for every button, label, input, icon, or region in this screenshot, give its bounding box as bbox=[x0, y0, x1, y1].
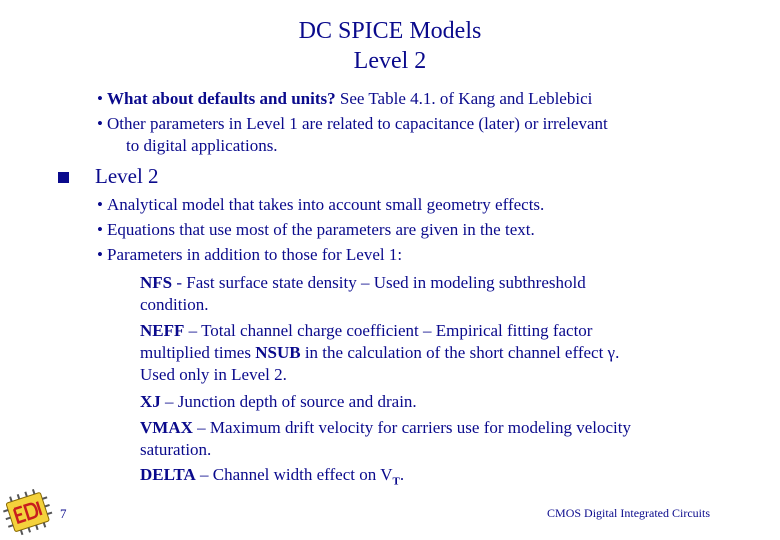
bullet-dot: • bbox=[97, 89, 103, 108]
bullet-dot: • bbox=[97, 114, 103, 133]
param-delta-name: DELTA bbox=[140, 465, 196, 484]
intro-bullet-1-bold: What about defaults and units? bbox=[107, 89, 336, 108]
intro-bullet-2-continuation: to digital applications. bbox=[126, 136, 278, 155]
param-nsub-name: NSUB bbox=[255, 343, 301, 362]
param-vmax-continuation: saturation. bbox=[140, 440, 212, 459]
param-nfs-desc: - Fast surface state density – Used in modeling subthreshold bbox=[172, 273, 586, 292]
param-vmax bbox=[140, 417, 631, 439]
intro-bullet-2-text: Other parameters in Level 1 are related to capacitance (later) or irrelevant bbox=[107, 114, 608, 133]
param-neff-name: NEFF bbox=[140, 321, 185, 340]
bullet-dot: • bbox=[97, 220, 103, 239]
slide-title bbox=[0, 16, 780, 76]
param-xj-desc: – Junction depth of source and drain. bbox=[160, 392, 417, 411]
chip-logo-icon bbox=[2, 489, 54, 537]
course-title: CMOS Digital Integrated Circuits bbox=[547, 506, 710, 520]
title-line-1: DC SPICE Models bbox=[298, 18, 482, 44]
param-delta-sub: T bbox=[392, 475, 400, 488]
level2-bullet-3 bbox=[97, 244, 403, 266]
main-heading: Level 2 bbox=[95, 164, 159, 188]
param-xj bbox=[140, 391, 417, 413]
param-nfs bbox=[140, 272, 586, 294]
param-delta-end: . bbox=[399, 465, 405, 484]
intro-bullet-1 bbox=[97, 88, 593, 110]
square-bullet-icon bbox=[58, 172, 69, 183]
level2-bullet-3-text: Parameters in addition to those for Level 1: bbox=[107, 245, 403, 264]
bullet-dot: • bbox=[97, 245, 103, 264]
param-nfs-name: NFS bbox=[140, 273, 173, 292]
param-delta-desc: – Channel width effect on V bbox=[195, 465, 393, 484]
level2-bullet-2-text: Equations that use most of the parameters are given in the text. bbox=[107, 220, 535, 239]
param-vmax-name: VMAX bbox=[140, 418, 193, 437]
level2-bullet-1-text: Analytical model that takes into account small geometry effects. bbox=[107, 195, 545, 214]
title-line-2: Level 2 bbox=[353, 48, 427, 74]
param-neff-desc: – Total channel charge coefficient – Empirical fitting factor bbox=[184, 321, 593, 340]
param-vmax-desc: – Maximum drift velocity for carriers use for modeling velocity bbox=[192, 418, 631, 437]
level2-bullet-1 bbox=[97, 194, 545, 216]
param-neff-line3: Used only in Level 2. bbox=[140, 365, 287, 384]
param-neff-line2-post: in the calculation of the short channel effect γ. bbox=[300, 343, 620, 362]
level2-bullet-2 bbox=[97, 219, 535, 241]
intro-bullet-1-text: See Table 4.1. of Kang and Leblebici bbox=[335, 89, 593, 108]
param-delta bbox=[140, 464, 404, 492]
param-nfs-continuation: condition. bbox=[140, 295, 209, 314]
param-neff-line2 bbox=[140, 342, 619, 364]
intro-bullet-2 bbox=[97, 113, 608, 135]
page-number: 7 bbox=[60, 506, 67, 521]
param-xj-name: XJ bbox=[140, 392, 161, 411]
bullet-dot: • bbox=[97, 195, 103, 214]
param-neff-line2-pre: multiplied times bbox=[140, 343, 256, 362]
param-neff bbox=[140, 320, 592, 342]
